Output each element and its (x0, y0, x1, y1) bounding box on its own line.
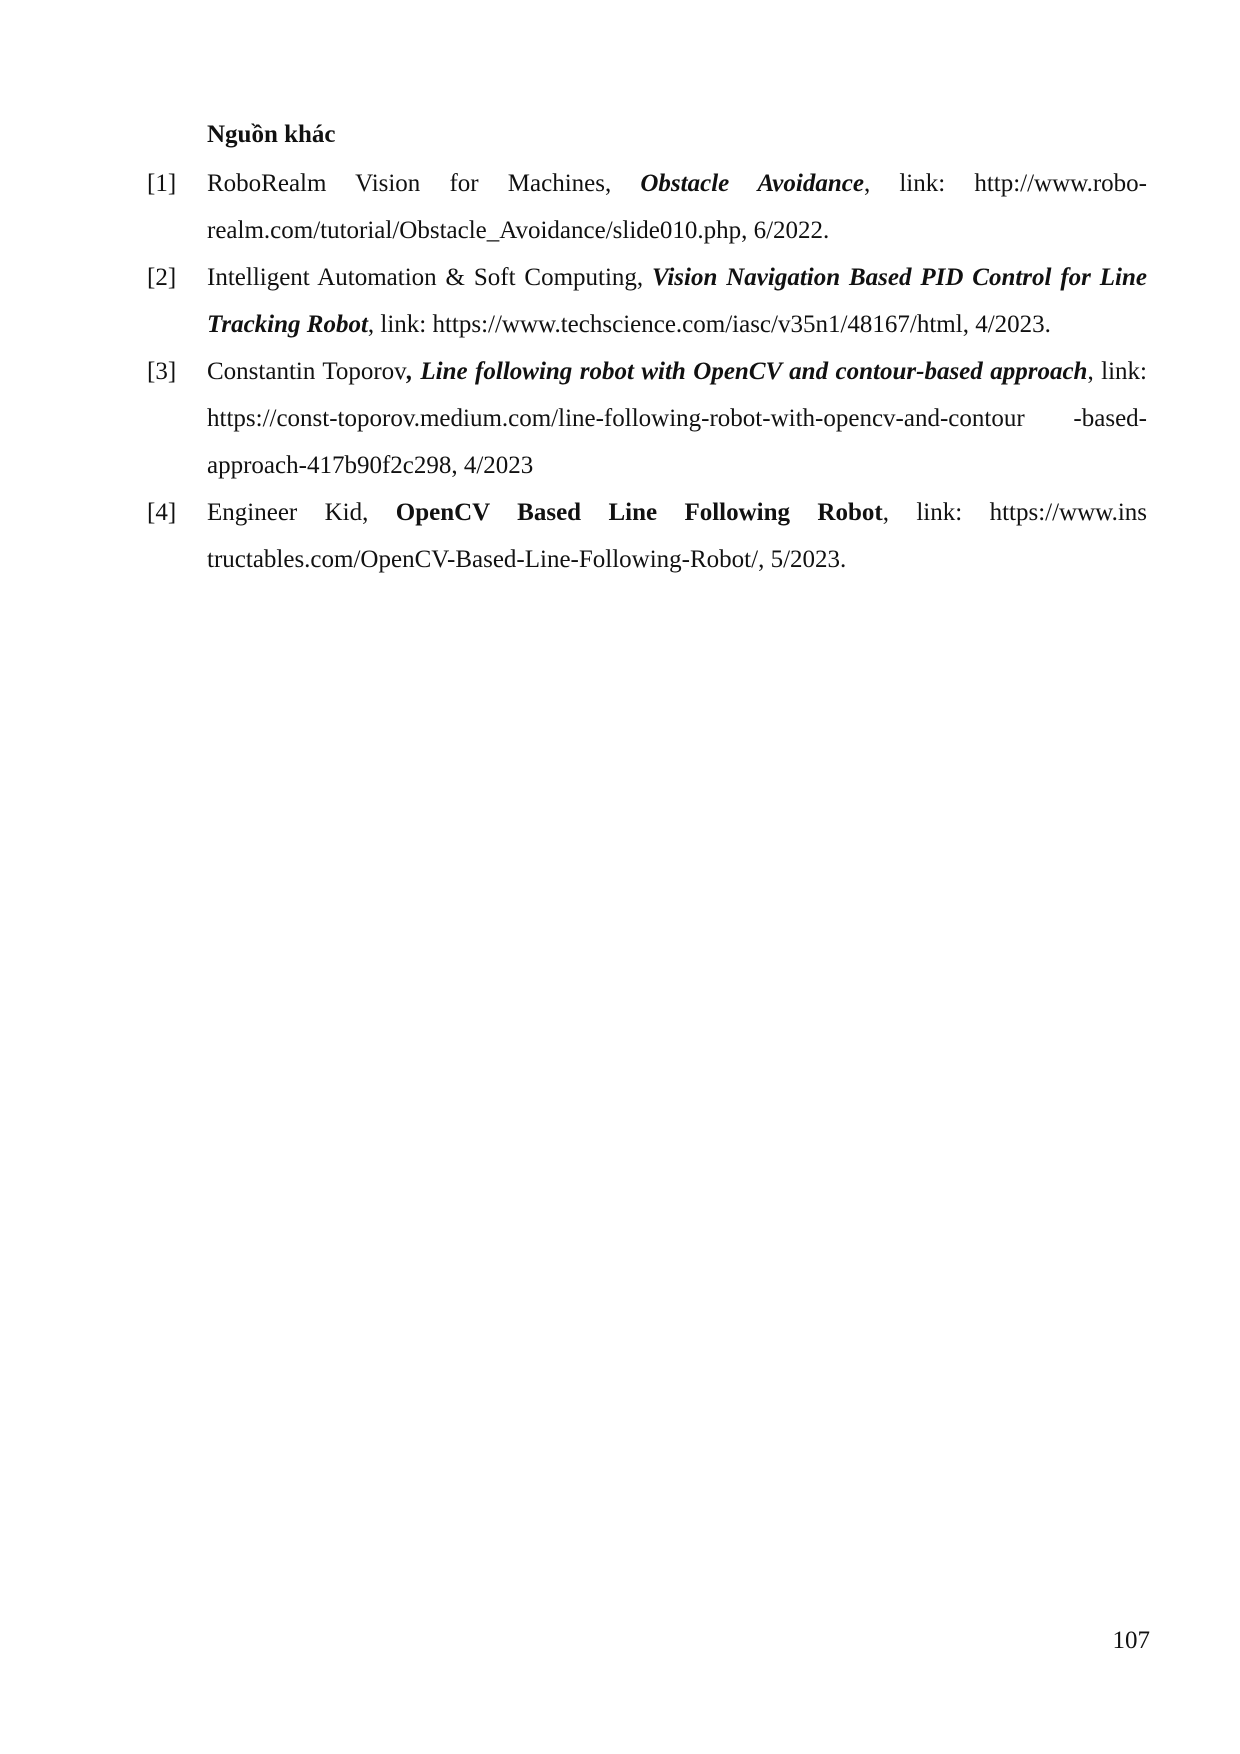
reference-item (147, 489, 1147, 583)
reference-link: , link: https://www.techscience.com/iasc/v35n1/48167/html, 4/2023. (367, 311, 1051, 338)
reference-text (207, 254, 1147, 348)
reference-source: RoboRealm Vision for Machines, (207, 170, 641, 197)
reference-link: , link: https://www.ins tructables.com/OpenCV-Based-Line-Following-Robot/, 5/2023. (207, 499, 1147, 573)
reference-item (147, 160, 1147, 254)
reference-text (207, 160, 1147, 254)
reference-number: [2] (147, 264, 177, 291)
reference-item (147, 254, 1147, 348)
reference-link: , link: http://www.robo-realm.com/tutorial/Obstacle_Avoidance/slide010.php, 6/2022. (207, 170, 1148, 244)
reference-text (207, 348, 1147, 489)
reference-source: Intelligent Automation & Soft Computing, (207, 264, 653, 291)
reference-title: , Line following robot with OpenCV and contour-based approach (406, 358, 1088, 385)
reference-item (147, 348, 1147, 489)
section-heading: Nguồn khác (207, 121, 336, 148)
reference-title: Obstacle Avoidance (640, 170, 864, 197)
reference-source: Engineer Kid, (207, 499, 396, 526)
reference-text (207, 489, 1147, 583)
reference-title: OpenCV Based Line Following Robot (395, 499, 883, 526)
page-number: 107 (1112, 1627, 1150, 1654)
reference-list (147, 160, 1147, 583)
reference-title: Vision Navigation Based PID Control for Line Tracking Robot (207, 264, 1147, 338)
reference-link: , link: https://const-toporov.medium.com/line-following-robot-with-opencv-and-contour -based-approach-417b90f2c298, 4/2023 (207, 358, 1147, 479)
reference-number: [3] (147, 358, 177, 385)
reference-number: [4] (147, 499, 177, 526)
reference-number: [1] (147, 170, 177, 197)
reference-source: Constantin Toporov (207, 358, 407, 385)
